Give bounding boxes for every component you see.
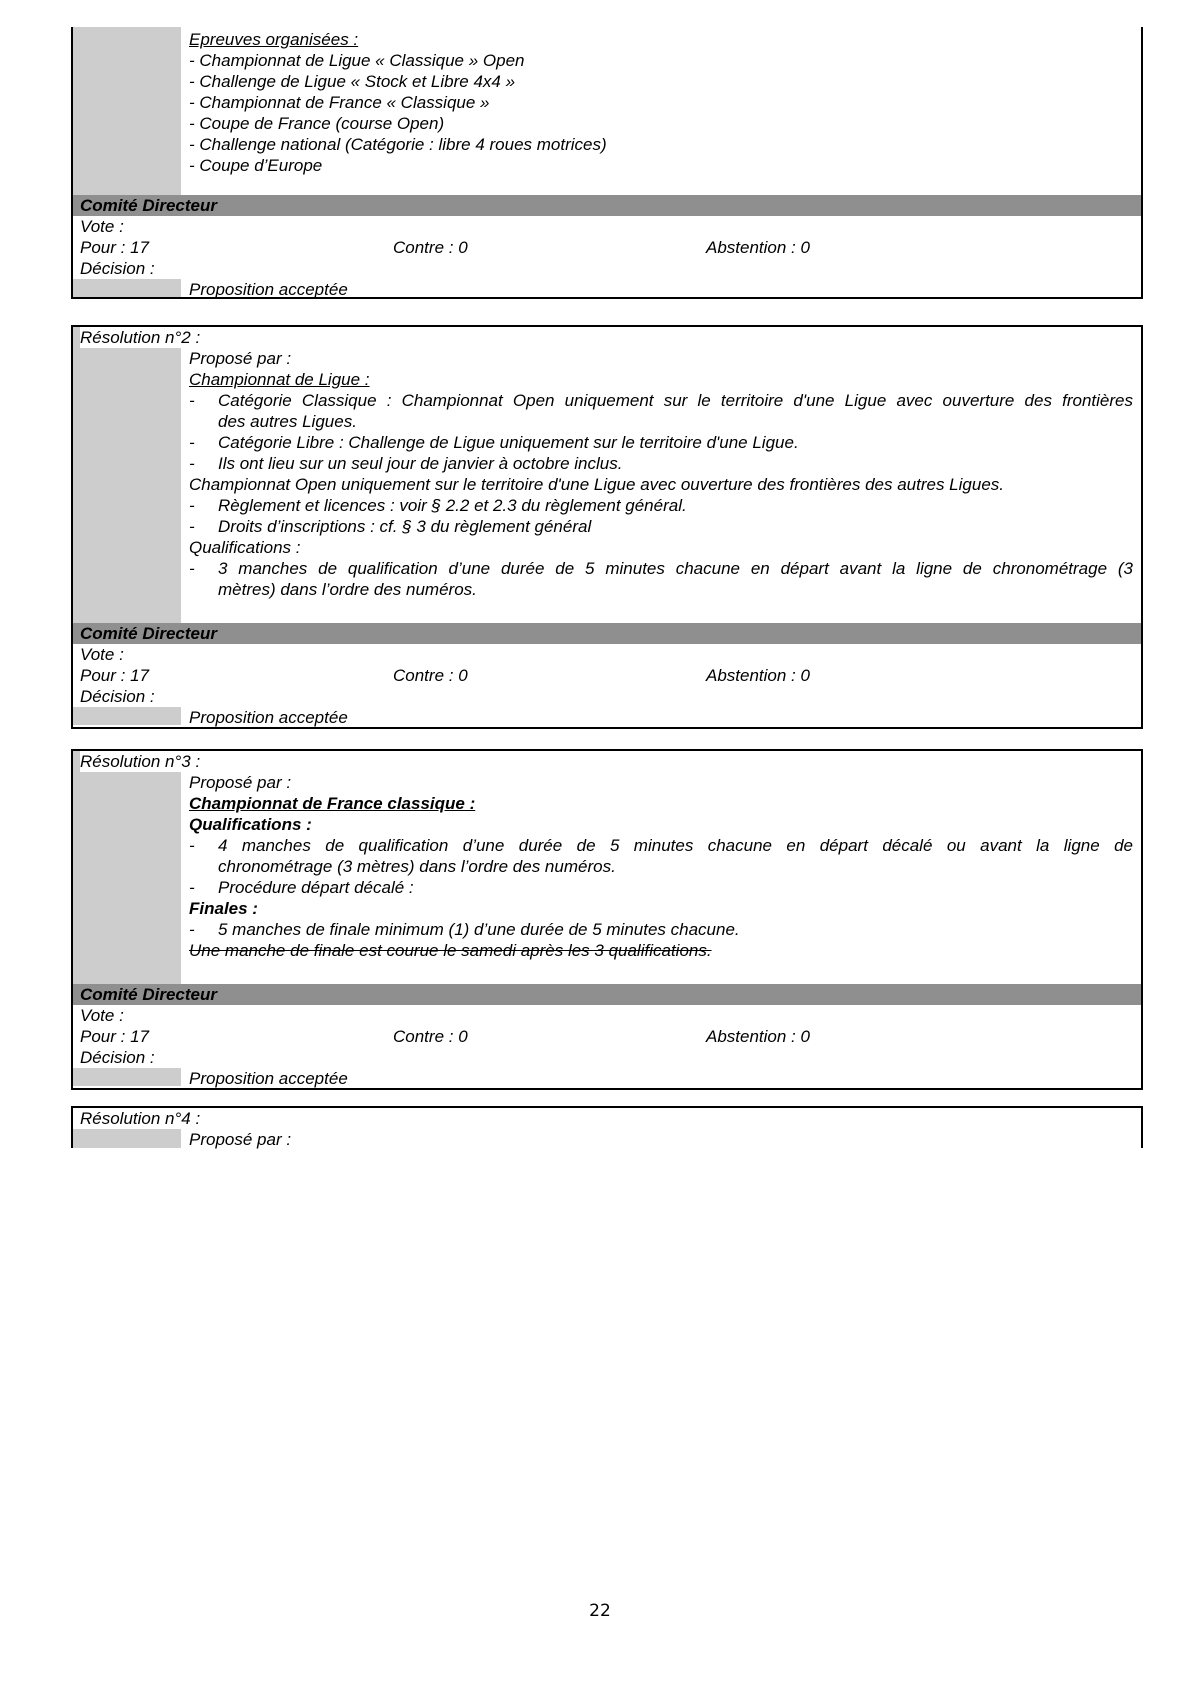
event-item: - Challenge national (Catégorie : libre 4 roues motrices)	[189, 135, 607, 154]
event-item: - Championnat de France « Classique »	[189, 93, 490, 112]
vote-pour: Pour : 17	[80, 238, 149, 257]
events-heading: Epreuves organisées :	[189, 30, 359, 49]
proposed-by: Proposé par :	[189, 349, 292, 368]
decision-margin	[73, 279, 181, 297]
list-item: - 5 manches de finale minimum (1) d’une durée de 5 minutes chacune.	[189, 920, 740, 939]
vote-label: Vote :	[80, 645, 124, 664]
decision-margin	[73, 707, 181, 725]
committee-heading: Comité Directeur	[73, 195, 1141, 216]
resolution-4	[71, 1106, 1143, 1148]
event-item: - Championnat de Ligue « Classique » Open	[189, 51, 525, 70]
list-item: - Catégorie Libre : Challenge de Ligue uniquement sur le territoire d'une Ligue.	[189, 433, 799, 452]
decision-result: Proposition acceptée	[189, 708, 348, 727]
proposed-by: Proposé par :	[189, 1130, 292, 1149]
vote-pour: Pour : 17	[80, 1027, 149, 1046]
resolution-1-continued	[71, 27, 1143, 299]
struck-text: Une manche de finale est courue le samedi après les 3 qualifications.	[189, 941, 712, 960]
event-item: - Coupe de France (course Open)	[189, 114, 445, 133]
vote-contre: Contre : 0	[393, 666, 468, 685]
left-margin-column	[73, 27, 181, 195]
event-item: - Coupe d’Europe	[189, 156, 323, 175]
decision-result: Proposition acceptée	[189, 1069, 348, 1088]
list-item: - Catégorie Classique : Championnat Open uniquement sur le territoire d'une Ligue avec ouverture des frontières des autres Ligues.	[189, 391, 1133, 431]
decision-result: Proposition acceptée	[189, 280, 348, 299]
vote-contre: Contre : 0	[393, 1027, 468, 1046]
vote-abstention: Abstention : 0	[706, 1027, 810, 1046]
proposed-by: Proposé par :	[189, 773, 292, 792]
section-heading: Championnat de Ligue :	[189, 370, 370, 389]
left-margin-column	[73, 327, 181, 623]
event-item: - Challenge de Ligue « Stock et Libre 4x4 »	[189, 72, 516, 91]
list-item: - 4 manches de qualification d’une durée de 5 minutes chacune en départ décalé ou avant la ligne de chronométrage (3 mètres) dans l’ordre des numéros.	[189, 836, 1133, 876]
vote-contre: Contre : 0	[393, 238, 468, 257]
list-item: - Procédure départ décalé :	[189, 878, 414, 897]
finals-heading: Finales :	[189, 899, 258, 918]
resolution-title: Résolution n°2 :	[80, 327, 204, 348]
committee-heading: Comité Directeur	[73, 984, 1141, 1005]
list-item: - Règlement et licences : voir § 2.2 et 2.3 du règlement général.	[189, 496, 687, 515]
section-heading: Championnat de France classique :	[189, 794, 476, 813]
vote-abstention: Abstention : 0	[706, 238, 810, 257]
decision-label: Décision :	[80, 687, 155, 706]
decision-label: Décision :	[80, 259, 155, 278]
vote-pour: Pour : 17	[80, 666, 149, 685]
page-number: 22	[589, 1601, 611, 1621]
resolution-3	[71, 749, 1143, 1090]
vote-label: Vote :	[80, 1006, 124, 1025]
resolution-title: Résolution n°3 :	[80, 751, 204, 772]
left-margin-column	[73, 751, 181, 984]
qualifications-heading: Qualifications :	[189, 538, 301, 557]
left-margin-column	[73, 1129, 181, 1148]
vote-abstention: Abstention : 0	[706, 666, 810, 685]
resolution-title: Résolution n°4 :	[80, 1109, 201, 1128]
paragraph: Championnat Open uniquement sur le territoire d'une Ligue avec ouverture des frontières des autres Ligues.	[189, 475, 1005, 494]
list-item: - Ils ont lieu sur un seul jour de janvier à octobre inclus.	[189, 454, 623, 473]
resolution-2	[71, 325, 1143, 729]
list-item: - 3 manches de qualification d’une durée de 5 minutes chacune en départ avant la ligne de chronométrage (3 mètres) dans l’ordre des numéros.	[189, 559, 1133, 599]
committee-heading: Comité Directeur	[73, 623, 1141, 644]
vote-label: Vote :	[80, 217, 124, 236]
decision-margin	[73, 1068, 181, 1086]
decision-label: Décision :	[80, 1048, 155, 1067]
qualifications-heading: Qualifications :	[189, 815, 312, 834]
list-item: - Droits d’inscriptions : cf. § 3 du règlement général	[189, 517, 592, 536]
